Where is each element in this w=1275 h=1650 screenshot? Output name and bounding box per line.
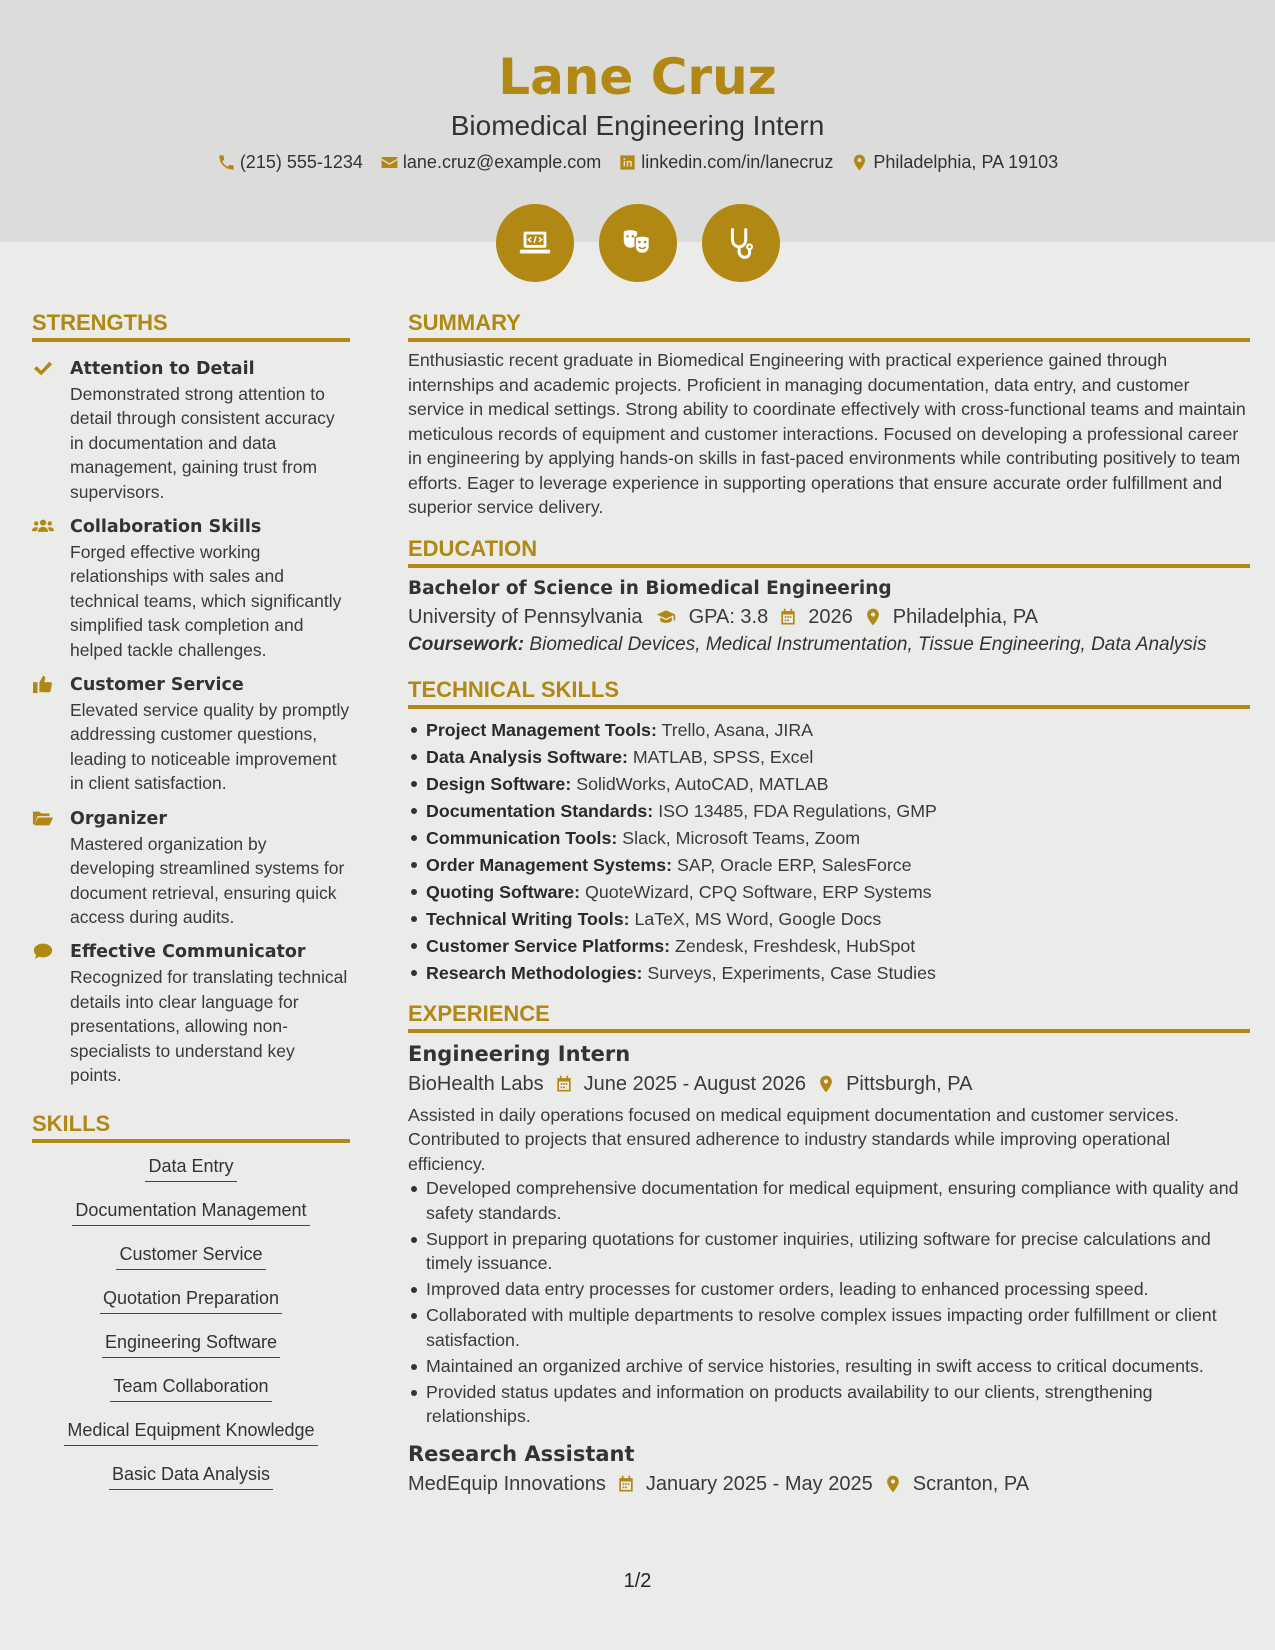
list-item: [408, 744, 1250, 771]
theater-masks-icon: [619, 224, 657, 262]
tech-label: Project Management Tools:: [426, 719, 657, 740]
thumbs-up-icon: [32, 674, 54, 694]
badge-stethoscope: [702, 204, 780, 282]
badge-row: [0, 204, 1275, 282]
summary-heading: SUMMARY: [408, 310, 1250, 342]
check-icon: [32, 358, 54, 378]
graduation-year: 2026: [808, 605, 853, 628]
job-title: Engineering Intern: [408, 1041, 631, 1066]
school-location: Philadelphia, PA: [892, 605, 1039, 628]
tech-value: LaTeX, MS Word, Google Docs: [634, 908, 882, 929]
tech-label: Order Management Systems:: [426, 854, 673, 875]
tech-label: Quoting Software:: [426, 881, 581, 902]
contact-phone[interactable]: [217, 152, 363, 173]
contact-location-text: Philadelphia, PA 19103: [873, 152, 1059, 172]
phone-icon: [217, 153, 236, 172]
degree-title: Bachelor of Science in Biomedical Engineering: [408, 577, 892, 599]
coursework-list: Biomedical Devices, Medical Instrumentation, Tissue Engineering, Data Analysis: [529, 633, 1207, 655]
education-meta: [408, 602, 1250, 632]
strength-desc: Demonstrated strong attention to detail through consistent accuracy in documentation and data management, gaining trust from supervisors.: [70, 384, 335, 502]
tech-label: Documentation Standards:: [426, 800, 654, 821]
job-title: Research Assistant: [408, 1441, 635, 1466]
job-dates: January 2025 - May 2025: [645, 1472, 873, 1495]
skill-tag: Customer Service: [116, 1243, 265, 1270]
strength-item: [32, 672, 350, 796]
contact-phone-text: (215) 555-1234: [239, 152, 363, 172]
candidate-name: Lane Cruz: [498, 48, 777, 106]
badge-laptop: [496, 204, 574, 282]
tech-value: Slack, Microsoft Teams, Zoom: [622, 827, 861, 848]
technical-skills-heading: TECHNICAL SKILLS: [408, 677, 1250, 709]
page-number: 1/2: [623, 1570, 652, 1592]
tech-value: SolidWorks, AutoCAD, MATLAB: [576, 773, 829, 794]
technical-skills-list: [408, 717, 1250, 987]
linkedin-icon: [618, 153, 637, 172]
strength-title: Organizer: [70, 808, 167, 829]
summary-text: Enthusiastic recent graduate in Biomedical Engineering with practical experience gained through internships and academic projects. Proficient in managing documentation, data entry, and customer service in medical settings. Strong ability to coordinate effectively with cross-functional teams and maintain meticulous records of equipment and customer interactions. Focused on developing a professional career in engineering by applying hands-on skills in fast-paced environments while contributing positively to team efforts. Eager to leverage experience in supporting operations that ensure accurate order fulfillment and superior service delivery.: [408, 350, 1246, 517]
list-item: Support in preparing quotations for customer inquiries, utilizing software for precise calculations and timely issuance.: [408, 1227, 1250, 1276]
skill-tag: Data Entry: [145, 1155, 236, 1182]
strengths-list: [32, 356, 350, 1087]
job-location: Scranton, PA: [912, 1472, 1030, 1495]
left-column: [32, 310, 350, 1507]
strength-title: Attention to Detail: [70, 359, 255, 379]
stethoscope-icon: [722, 224, 760, 262]
gpa: GPA: 3.8: [688, 605, 769, 628]
tech-label: Technical Writing Tools:: [426, 908, 630, 929]
list-item: [408, 960, 1250, 987]
job-summary: Assisted in daily operations focused on medical equipment documentation and customer services. Contributed to projects that ensured adherence to industry standards while improving operational efficiency.: [408, 1104, 1179, 1174]
job-dates: June 2025 - August 2026: [583, 1072, 807, 1095]
tech-value: SAP, Oracle ERP, SalesForce: [677, 854, 912, 875]
strength-item: [32, 806, 350, 930]
calendar-icon: [616, 1474, 636, 1494]
coursework: [408, 633, 1250, 657]
skills-heading: SKILLS: [32, 1111, 350, 1143]
folder-open-icon: [32, 808, 54, 828]
list-item: Provided status updates and information on products availability to our clients, strengthening relationships.: [408, 1380, 1250, 1429]
skill-tag: Medical Equipment Knowledge: [64, 1419, 317, 1446]
job-entry: [408, 1039, 1250, 1429]
tech-value: Trello, Asana, JIRA: [661, 719, 814, 740]
list-item: [408, 852, 1250, 879]
list-item: Collaborated with multiple departments to resolve complex issues impacting order fulfillment or client satisfaction.: [408, 1303, 1250, 1352]
skill-tag: Quotation Preparation: [100, 1287, 282, 1314]
contact-linkedin[interactable]: [618, 152, 833, 173]
tech-value: Zendesk, Freshdesk, HubSpot: [675, 935, 916, 956]
strength-desc: Forged effective working relationships with sales and technical teams, which significantly simplified task completion and helped tackle challenges.: [70, 542, 342, 660]
list-item: Maintained an organized archive of service histories, resulting in swift access to critical documents.: [408, 1354, 1250, 1379]
calendar-icon: [554, 1074, 574, 1094]
tech-value: MATLAB, SPSS, Excel: [632, 746, 814, 767]
right-column: [408, 310, 1250, 1499]
skill-tag: Basic Data Analysis: [109, 1463, 273, 1490]
school-name: University of Pennsylvania: [408, 605, 643, 628]
coursework-label: Coursework:: [408, 633, 525, 655]
experience-heading: EXPERIENCE: [408, 1001, 1250, 1033]
list-item: [408, 771, 1250, 798]
list-item: [408, 717, 1250, 744]
strength-desc: Mastered organization by developing streamlined systems for document retrieval, ensuring quick access during audits.: [70, 833, 345, 927]
tech-value: ISO 13485, FDA Regulations, GMP: [658, 800, 937, 821]
contact-email[interactable]: [380, 152, 601, 173]
strength-item: [32, 939, 350, 1087]
tech-label: Communication Tools:: [426, 827, 618, 848]
job-entry: [408, 1439, 1250, 1499]
strengths-heading: STRENGTHS: [32, 310, 350, 342]
comment-icon: [32, 941, 54, 961]
skills-list: [32, 1155, 350, 1507]
job-meta: [408, 1069, 1250, 1099]
skill-tag: Team Collaboration: [110, 1375, 271, 1402]
list-item: [408, 879, 1250, 906]
contact-location: [850, 152, 1058, 173]
list-item: [408, 906, 1250, 933]
list-item: [408, 798, 1250, 825]
list-item: [408, 933, 1250, 960]
badge-masks: [599, 204, 677, 282]
tech-label: Customer Service Platforms:: [426, 935, 671, 956]
strength-item: [32, 514, 350, 662]
job-meta: [408, 1469, 1250, 1499]
envelope-icon: [380, 153, 399, 172]
contact-linkedin-text: linkedin.com/in/lanecruz: [641, 152, 834, 172]
strength-title: Effective Communicator: [70, 942, 306, 963]
graduation-cap-icon: [653, 607, 679, 627]
users-icon: [32, 516, 54, 536]
skill-tag: Documentation Management: [72, 1199, 309, 1226]
location-pin-icon: [816, 1074, 836, 1094]
strength-desc: Elevated service quality by promptly addressing customer questions, leading to noticeable improvement in client satisfaction.: [70, 700, 350, 794]
education-entry: [408, 576, 1250, 657]
tech-label: Data Analysis Software:: [426, 746, 628, 767]
list-item: [408, 825, 1250, 852]
calendar-icon: [778, 607, 798, 627]
location-pin-icon: [863, 607, 883, 627]
tech-label: Design Software:: [426, 773, 572, 794]
company-name: BioHealth Labs: [408, 1072, 544, 1095]
strength-desc: Recognized for translating technical details into clear language for presentations, allowing non-specialists to understand key points.: [70, 967, 348, 1085]
candidate-title: Biomedical Engineering Intern: [450, 110, 825, 141]
list-item: Improved data entry processes for customer orders, leading to enhanced processing speed.: [408, 1277, 1250, 1302]
location-pin-icon: [883, 1474, 903, 1494]
company-name: MedEquip Innovations: [408, 1472, 606, 1495]
education-heading: EDUCATION: [408, 536, 1250, 568]
skill-tag: Engineering Software: [102, 1331, 280, 1358]
strength-title: Collaboration Skills: [70, 517, 262, 538]
tech-value: QuoteWizard, CPQ Software, ERP Systems: [585, 881, 932, 902]
tech-value: Surveys, Experiments, Case Studies: [647, 962, 936, 983]
tech-label: Research Methodologies:: [426, 962, 643, 983]
location-pin-icon: [850, 153, 869, 172]
contact-bar: [0, 152, 1275, 173]
list-item: Developed comprehensive documentation for medical equipment, ensuring compliance with quality and safety standards.: [408, 1176, 1250, 1225]
strength-title: Customer Service: [70, 675, 244, 696]
laptop-code-icon: [516, 224, 554, 262]
contact-email-text: lane.cruz@example.com: [402, 152, 602, 172]
job-location: Pittsburgh, PA: [846, 1072, 973, 1095]
strength-item: [32, 356, 350, 504]
job-bullets: [408, 1176, 1250, 1429]
